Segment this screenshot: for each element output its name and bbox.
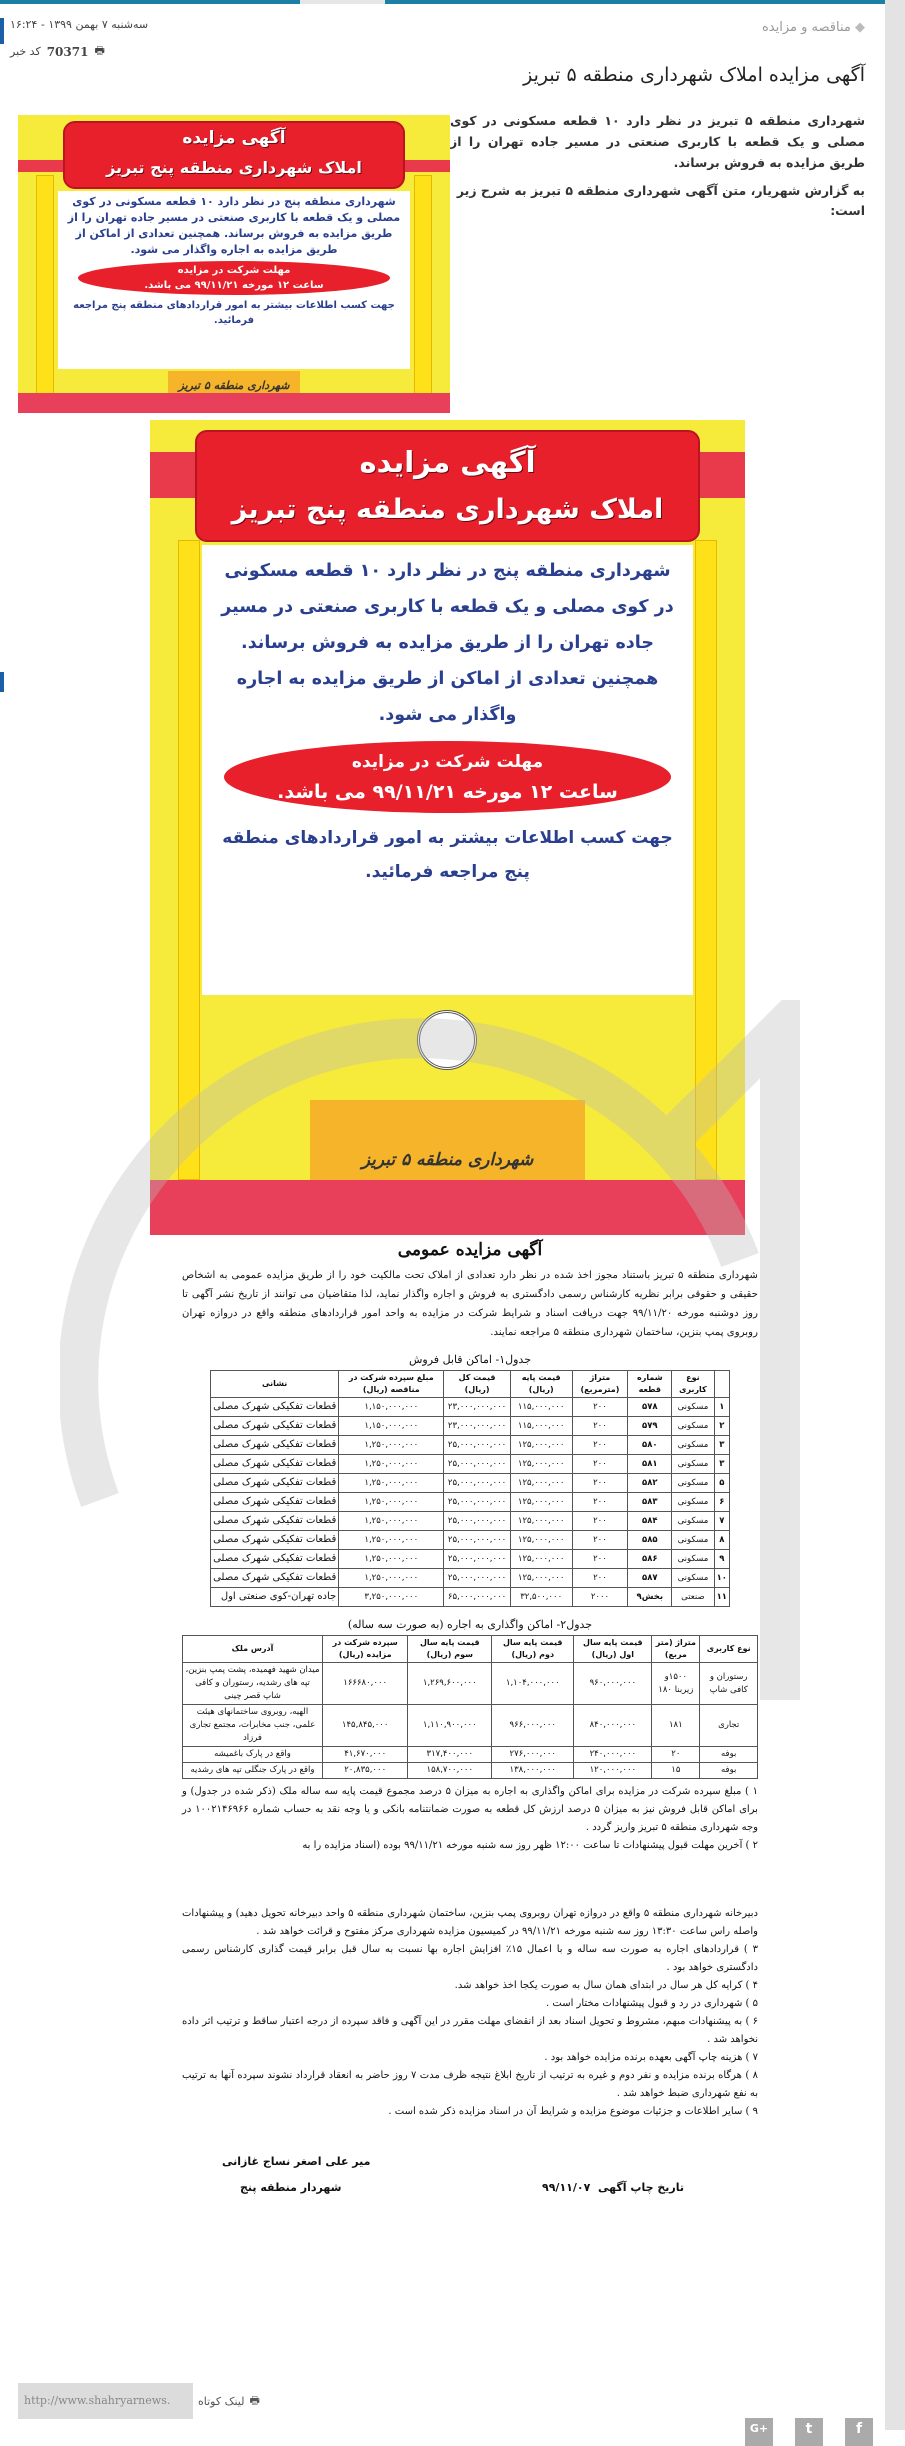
table-cell: ۵۸۲: [628, 1474, 672, 1493]
table-header: قیمت پایه (ریال): [510, 1371, 572, 1398]
table-cell: قطعات تفکیکی شهرک مصلی: [211, 1474, 339, 1493]
table-cell: ۱,۱۵۰,۰۰۰,۰۰۰: [339, 1417, 444, 1436]
table-cell: ۱,۲۶۹,۶۰۰,۰۰۰: [408, 1663, 492, 1705]
twitter-share-button[interactable]: t: [795, 2418, 823, 2446]
poster-title: آگهی مزایده: [359, 445, 536, 479]
table-cell: بوفه: [700, 1747, 758, 1763]
table-cell: ۶۵,۰۰۰,۰۰۰,۰۰۰: [444, 1588, 511, 1607]
table-cell: ۱۲۵,۰۰۰,۰۰۰: [510, 1455, 572, 1474]
table-cell: قطعات تفکیکی شهرک مصلی: [211, 1512, 339, 1531]
table-header: نوع کاربری: [672, 1371, 714, 1398]
poster-image-small: [18, 115, 450, 413]
table-cell: ۲۰۰: [572, 1455, 628, 1474]
table-cell: ۳,۲۵۰,۰۰۰,۰۰۰: [339, 1588, 444, 1607]
table-row: [183, 1663, 758, 1705]
note-item: ۶ ) به پیشنهادات مبهم، مشروط و تحویل اسناد بعد از انقضای مهلت مقرر در این آگهی و فاقد سپرده از درجه اعتبار ساقط و ترتیب اثر داده نخواهد شد .: [182, 2016, 758, 2045]
table-cell: ۲۵,۰۰۰,۰۰۰,۰۰۰: [444, 1531, 511, 1550]
table-cell: مسکونی: [672, 1569, 714, 1588]
table-header: شماره قطعه: [628, 1371, 672, 1398]
table-cell: ۱۲۵,۰۰۰,۰۰۰: [510, 1550, 572, 1569]
side-accent: [0, 18, 4, 44]
note-item: ۱ ) مبلغ سپرده شرکت در مزایده برای اماکن واگذاری به اجاره به میزان ۵ درصد مجموع قیمت پایه سه ساله ملک (ذکر شده در جدول) و برای اماکن قابل فروش نیز به میزان ۵ درصد ارزش کل قطعه به صورت ضمانتنامه بانکی و یا وجه نقد به حساب شماره ۱۰۰۲۱۴۶۹۶۶ در وجه شهرداری منطقه ۵ تبریز واریز گردد .: [182, 1786, 759, 1833]
table-cell: ۱۲۵,۰۰۰,۰۰۰: [510, 1531, 572, 1550]
table-cell: ۱۱۵,۰۰۰,۰۰۰: [510, 1398, 572, 1417]
table-cell: ۱۲۵,۰۰۰,۰۰۰: [510, 1493, 572, 1512]
table-header: قیمت پایه سال سوم (ریال): [408, 1636, 492, 1663]
poster-logo-text: شهرداری منطقه ۵ تبریز: [178, 379, 290, 392]
table-header: آدرس ملک: [183, 1636, 323, 1663]
ad-notes-part1: [182, 1783, 758, 1855]
table-cell: ۶: [714, 1493, 729, 1512]
table-cell: مسکونی: [672, 1417, 714, 1436]
ad-title: آگهی مزایده عمومی: [397, 1240, 543, 1260]
signature-block: [182, 2155, 758, 2207]
table-cell: ۱۲۵,۰۰۰,۰۰۰: [510, 1512, 572, 1531]
table-header: قیمت کل (ریال): [444, 1371, 511, 1398]
table-cell: ۱,۱۵۰,۰۰۰,۰۰۰: [339, 1398, 444, 1417]
table-cell: ۱,۲۵۰,۰۰۰,۰۰۰: [339, 1531, 444, 1550]
table-cell: ۷: [714, 1512, 729, 1531]
table-cell: ۲۵,۰۰۰,۰۰۰,۰۰۰: [444, 1493, 511, 1512]
table-row: [211, 1417, 730, 1436]
table-cell: ۵۸۶: [628, 1550, 672, 1569]
table-cell: قطعات تفکیکی شهرک مصلی: [211, 1531, 339, 1550]
table-cell: واقع در پارک جنگلی تپه های رشدیه: [183, 1763, 323, 1779]
table-header: نوع کاربری: [700, 1636, 758, 1663]
table-cell: ۱۱: [714, 1588, 729, 1607]
table-cell: ۲۵,۰۰۰,۰۰۰,۰۰۰: [444, 1512, 511, 1531]
poster-title: آگهی مزایده: [182, 128, 286, 148]
table-cell: قطعات تفکیکی شهرک مصلی: [211, 1417, 339, 1436]
table-cell: مسکونی: [672, 1531, 714, 1550]
table-cell: صنعتی: [672, 1588, 714, 1607]
table-cell: ۲۰۰: [572, 1531, 628, 1550]
facebook-share-button[interactable]: f: [845, 2418, 873, 2446]
table-cell: ۲۴۰,۰۰۰,۰۰۰: [574, 1747, 652, 1763]
table-cell: ۵۸۷: [628, 1569, 672, 1588]
table-cell: ۲۵,۰۰۰,۰۰۰,۰۰۰: [444, 1436, 511, 1455]
table-cell: ۱,۲۵۰,۰۰۰,۰۰۰: [339, 1493, 444, 1512]
scrollbar[interactable]: [885, 0, 905, 2430]
ad-intro: شهرداری منطقه ۵ تبریز باستناد مجوز اخذ شده در نظر دارد تعدادی از املاک تحت مالکیت خود را از طریق مزایده عمومی به اشخاص حقیقی و حقوقی برابر نظریه کارشناس رسمی دادگستری به فروش و اجاره واگذار نماید، لذا متقاضیان می توانند از تاریخ نشر آگهی تا روز دوشنبه مورخه ۹۹/۱۱/۲۰ جهت دریافت اسناد و شرایط شرکت در مزایده به واحد امور قراردادهای منطقه واقع در دروازه تهران روبروی پمپ بنزین، ساختمان شهرداری منطقه ۵ مراجعه نمایند.: [182, 1270, 758, 1338]
table-cell: جاده تهران-کوی صنعتی اول: [211, 1588, 339, 1607]
table-cell: ۳: [714, 1436, 729, 1455]
table-cell: ۱,۲۵۰,۰۰۰,۰۰۰: [339, 1550, 444, 1569]
table-cell: ۲۵,۰۰۰,۰۰۰,۰۰۰: [444, 1455, 511, 1474]
table-row: [211, 1398, 730, 1417]
poster-contact: جهت کسب اطلاعات بیشتر به امور قراردادهای منطقه پنج مراجعه فرمائید.: [73, 300, 395, 326]
article-lead-column: [450, 110, 865, 221]
table1-caption: جدول۱- اماکن قابل فروش: [409, 1353, 531, 1366]
table-cell: بخش۹: [628, 1588, 672, 1607]
sale-table: [210, 1370, 730, 1607]
table-row: [211, 1512, 730, 1531]
side-accent: [0, 672, 4, 692]
table-row: [211, 1531, 730, 1550]
table-cell: ۱۵۰۰و زیربنا ۱۸۰: [652, 1663, 700, 1705]
table-cell: ۱۳۸,۰۰۰,۰۰۰: [492, 1763, 574, 1779]
table-row: [211, 1436, 730, 1455]
table-cell: ۲۰۰: [572, 1398, 628, 1417]
table-cell: ۵۸۰: [628, 1436, 672, 1455]
table-cell: ۱۶۶۶۸۰,۰۰۰: [323, 1663, 408, 1705]
poster-deadline: مهلت شرکت در مزایده: [351, 752, 544, 772]
table-cell: ۳۱۷,۴۰۰,۰۰۰: [408, 1747, 492, 1763]
table-cell: ۲: [714, 1417, 729, 1436]
note-item: ۵ ) شهرداری در رد و قبول پیشنهادات مختار است .: [546, 1998, 758, 2009]
table-row: [211, 1569, 730, 1588]
poster-deadline-date: ساعت ۱۲ مورخه ۹۹/۱۱/۲۱ می باشد.: [277, 781, 618, 803]
signer-title: شهردار منطقه پنج: [240, 2181, 342, 2194]
table-cell: قطعات تفکیکی شهرک مصلی: [211, 1493, 339, 1512]
table-row: [183, 1705, 758, 1747]
table-cell: ۲۰۰۰: [572, 1588, 628, 1607]
poster-contact: جهت کسب اطلاعات بیشتر به امور قراردادهای منطقه پنج مراجعه فرمائید.: [222, 828, 673, 882]
table-cell: ۱,۲۵۰,۰۰۰,۰۰۰: [339, 1569, 444, 1588]
table-cell: ۱,۲۵۰,۰۰۰,۰۰۰: [339, 1455, 444, 1474]
table-row: [211, 1493, 730, 1512]
tag-icon: ◆: [855, 20, 865, 35]
table-cell: واقع در پارک باغمیشه: [183, 1747, 323, 1763]
table-cell: ۲۵,۰۰۰,۰۰۰,۰۰۰: [444, 1474, 511, 1493]
table-row: [211, 1455, 730, 1474]
table-cell: ۱,۲۵۰,۰۰۰,۰۰۰: [339, 1474, 444, 1493]
table-row: [183, 1763, 758, 1779]
table-cell: ۲۰۰: [572, 1474, 628, 1493]
table-cell: ۹: [714, 1550, 729, 1569]
table-cell: مسکونی: [672, 1474, 714, 1493]
table-cell: قطعات تفکیکی شهرک مصلی: [211, 1455, 339, 1474]
note-item: ۳ ) قراردادهای اجاره به صورت سه ساله و با اعمال ۱۵٪ افزایش اجاره بها نسبت به سال قبل برابر قیمت گذاری کارشناس رسمی دادگستری خواهد بود .: [182, 1944, 759, 1973]
table-cell: ۲۰۰: [572, 1493, 628, 1512]
table-cell: ۲۰۰: [572, 1417, 628, 1436]
poster-subtitle: املاک شهرداری منطقه پنج تبریز: [106, 158, 362, 177]
note-item: دبیرخانه شهرداری منطقه ۵ واقع در دروازه تهران روبروی پمپ بنزین، ساختمان شهرداری منطقه ۵ واحد دبیرخانه تحویل دهید) و پیشنهادات واصله راس ساعت ۱۳:۳۰ روز سه شنبه مورخه ۹۹/۱۱/۲۱ در کمیسیون مزایده شهرداری مرکز مفتوح و قرائت خواهد شد .: [182, 1908, 758, 1937]
poster-image-large: [150, 420, 745, 1235]
article-lead: شهرداری منطقه ۵ تبریز در نظر دارد ۱۰ قطعه مسکونی در کوی مصلی و یک قطعه با کاربری صنعتی در مسیر جاده تهران را از طریق مزایده به فروش برساند.: [450, 113, 865, 170]
table-cell: ۹۶۶,۰۰۰,۰۰۰: [492, 1705, 574, 1747]
category-link[interactable]: ◆ مناقصه و مزایده: [762, 20, 865, 35]
table-cell: بوفه: [700, 1763, 758, 1779]
table-cell: ۵۷۹: [628, 1417, 672, 1436]
table-cell: ۸: [714, 1531, 729, 1550]
table-cell: ۲۷۶,۰۰۰,۰۰۰: [492, 1747, 574, 1763]
table-cell: ۲۰,۸۳۵,۰۰۰: [323, 1763, 408, 1779]
table-cell: ۲۵,۰۰۰,۰۰۰,۰۰۰: [444, 1550, 511, 1569]
poster-subtitle: املاک شهرداری منطقه پنج تبریز: [231, 494, 664, 525]
table-row: [211, 1550, 730, 1569]
table-cell: ۱۲۰,۰۰۰,۰۰۰: [574, 1763, 652, 1779]
table-cell: ۱۴۵,۸۴۵,۰۰۰: [323, 1705, 408, 1747]
table-row: [183, 1747, 758, 1763]
table-cell: ۳۲,۵۰۰,۰۰۰: [510, 1588, 572, 1607]
table-cell: ۱۵: [652, 1763, 700, 1779]
table-header: [714, 1371, 729, 1398]
table-cell: تجاری: [700, 1705, 758, 1747]
table-cell: ۸۴۰,۰۰۰,۰۰۰: [574, 1705, 652, 1747]
table-cell: ۲۰۰: [572, 1512, 628, 1531]
table-cell: ۲۰۰: [572, 1436, 628, 1455]
poster-body: شهرداری منطقه پنج در نظر دارد ۱۰ قطعه مسکونی در کوی مصلی و یک قطعه با کاربری صنعتی در مسیر جاده تهران را از طریق مزایده به فروش برساند. همچنین تعدادی از اماکن از طریق مزایده به اجاره واگذار می شود.: [221, 561, 674, 725]
table-cell: ۵۸۱: [628, 1455, 672, 1474]
table-cell: ۵۸۴: [628, 1512, 672, 1531]
table-cell: ۱,۲۵۰,۰۰۰,۰۰۰: [339, 1512, 444, 1531]
table-cell: ۲۳,۰۰۰,۰۰۰,۰۰۰: [444, 1417, 511, 1436]
note-item: ۷ ) هزینه چاپ آگهی بعهده برنده مزایده خواهد بود .: [544, 2052, 758, 2063]
googleplus-share-button[interactable]: G+: [745, 2418, 773, 2446]
table-cell: مسکونی: [672, 1512, 714, 1531]
poster-deadline-date: ساعت ۱۲ مورخه ۹۹/۱۱/۲۱ می باشد.: [144, 280, 324, 291]
table-header: مبلغ سپرده شرکت در مناقصه (ریال): [339, 1371, 444, 1398]
table-cell: ۵۸۳: [628, 1493, 672, 1512]
table-cell: ۱۲۵,۰۰۰,۰۰۰: [510, 1569, 572, 1588]
rent-table: [182, 1635, 758, 1779]
article-intro: به گزارش شهریار، متن آگهی شهرداری منطقه ۵ تبریز به شرح زیر است:: [456, 183, 865, 218]
poster-logo-text: شهرداری منطقه ۵ تبریز: [361, 1150, 534, 1170]
table-cell: ۱,۱۱۰,۹۰۰,۰۰۰: [408, 1705, 492, 1747]
table-cell: ۲۰: [652, 1747, 700, 1763]
poster-body: شهرداری منطقه پنج در نظر دارد ۱۰ قطعه مسکونی در کوی مصلی و یک قطعه با کاربری صنعتی در مسیر جاده تهران را از طریق مزایده به فروش برساند. همچنین تعدادی از اماکن از طریق مزایده به اجاره واگذار می شود.: [67, 195, 401, 256]
note-item: ۲ ) آخرین مهلت قبول پیشنهادات تا ساعت ۱۲:۰۰ ظهر روز سه شنبه مورخه ۹۹/۱۱/۲۱ بوده (اسناد مزایده را به: [302, 1840, 758, 1851]
note-item: ۹ ) سایر اطلاعات و جزئیات موضوع مزایده و شرایط آن در اسناد مزایده ذکر شده است .: [388, 2106, 758, 2117]
note-item: ۴ ) کرایه کل هر سال در ابتدای همان سال به صورت یکجا اخذ خواهد شد.: [454, 1980, 758, 1991]
table-cell: قطعات تفکیکی شهرک مصلی: [211, 1550, 339, 1569]
table-cell: ۱,۱۰۴,۰۰۰,۰۰۰: [492, 1663, 574, 1705]
table-cell: مسکونی: [672, 1436, 714, 1455]
table-cell: ۵۷۸: [628, 1398, 672, 1417]
table-cell: ۴۱,۶۷۰,۰۰۰: [323, 1747, 408, 1763]
table-cell: ۵: [714, 1474, 729, 1493]
table-cell: مسکونی: [672, 1455, 714, 1474]
poster-deadline: مهلت شرکت در مزایده: [177, 265, 291, 276]
table-cell: ۱۲۵,۰۰۰,۰۰۰: [510, 1436, 572, 1455]
table-cell: ۱,۲۵۰,۰۰۰,۰۰۰: [339, 1436, 444, 1455]
signer-name: میر علی اصغر نساج غازانی: [222, 2155, 371, 2168]
table-cell: قطعات تفکیکی شهرک مصلی: [211, 1398, 339, 1417]
table-cell: ۱: [714, 1398, 729, 1417]
print-date: تاریخ چاپ آگهی ۹۹/۱۱/۰۷: [542, 2181, 684, 2194]
top-nav-bar: [0, 0, 885, 4]
table-cell: ۲۳,۰۰۰,۰۰۰,۰۰۰: [444, 1398, 511, 1417]
table-cell: ۱۲۵,۰۰۰,۰۰۰: [510, 1474, 572, 1493]
table-cell: مسکونی: [672, 1493, 714, 1512]
table-cell: قطعات تفکیکی شهرک مصلی: [211, 1569, 339, 1588]
publish-date: سه‌شنبه ۷ بهمن ۱۳۹۹ - ۱۶:۲۴: [10, 18, 149, 31]
ad-notes-part2: [182, 1905, 758, 2121]
table-cell: میدان شهید فهمیده، پشت پمپ بنزین، تپه های رشدیه، رستوران و کافی شاپ قصر چینی: [183, 1663, 323, 1705]
table-cell: ۱۸۱: [652, 1705, 700, 1747]
table-cell: ۲۰۰: [572, 1550, 628, 1569]
table-cell: ۱۱۵,۰۰۰,۰۰۰: [510, 1417, 572, 1436]
table-cell: مسکونی: [672, 1398, 714, 1417]
table-row: [211, 1588, 730, 1607]
table-cell: ۵۸۵: [628, 1531, 672, 1550]
table-header: قیمت پایه سال اول (ریال): [574, 1636, 652, 1663]
table-row: [211, 1474, 730, 1493]
table-cell: ۱۵۸,۷۰۰,۰۰۰: [408, 1763, 492, 1779]
table2-caption: جدول۲- اماکن واگذاری به اجاره (به صورت سه ساله): [347, 1618, 593, 1631]
table-header: سپرده شرکت در مزایده (ریال): [323, 1636, 408, 1663]
table-cell: مسکونی: [672, 1550, 714, 1569]
ad-document: [182, 1238, 758, 2207]
table-header: متراژ (مترمربع): [572, 1371, 628, 1398]
table-header: قیمت پایه سال دوم (ریال): [492, 1636, 574, 1663]
table-cell: ۳: [714, 1455, 729, 1474]
table-cell: قطعات تفکیکی شهرک مصلی: [211, 1436, 339, 1455]
print-icon[interactable]: 🖶: [94, 44, 105, 57]
note-item: ۸ ) هرگاه برنده مزایده و نفر دوم و غیره به ترتیب از تاریخ ابلاغ نتیجه ظرف مدت ۷ روز حاضر به انعقاد قرارداد نشوند سپرده آنها به ترتیب به نفع شهرداری ضبط خواهد شد .: [182, 2070, 759, 2099]
article-title: آگهی مزایده املاک شهرداری منطقه ۵ تبریز: [523, 64, 865, 86]
table-cell: ۹۶۰,۰۰۰,۰۰۰: [574, 1663, 652, 1705]
table-header: متراژ (متر مربع): [652, 1636, 700, 1663]
table-header: نشانی: [211, 1371, 339, 1398]
table-cell: ۱۰: [714, 1569, 729, 1588]
table-cell: الهیه، روبروی ساختمانهای هیئت علمی، جنب مخابرات، مجتمع تجاری فرزاد: [183, 1705, 323, 1747]
municipality-logo-icon: [417, 1010, 477, 1070]
news-code: 🖶 70371 کد خبر: [10, 42, 105, 61]
table-cell: رستوران و کافی شاپ: [700, 1663, 758, 1705]
table-cell: ۲۰۰: [572, 1569, 628, 1588]
short-link-input[interactable]: http://www.shahryarnews.: [18, 2383, 193, 2419]
short-link-label: 🖶 لینک کوتاه: [198, 2392, 260, 2411]
table-cell: ۲۵,۰۰۰,۰۰۰,۰۰۰: [444, 1569, 511, 1588]
print-icon[interactable]: 🖶: [249, 2394, 260, 2407]
